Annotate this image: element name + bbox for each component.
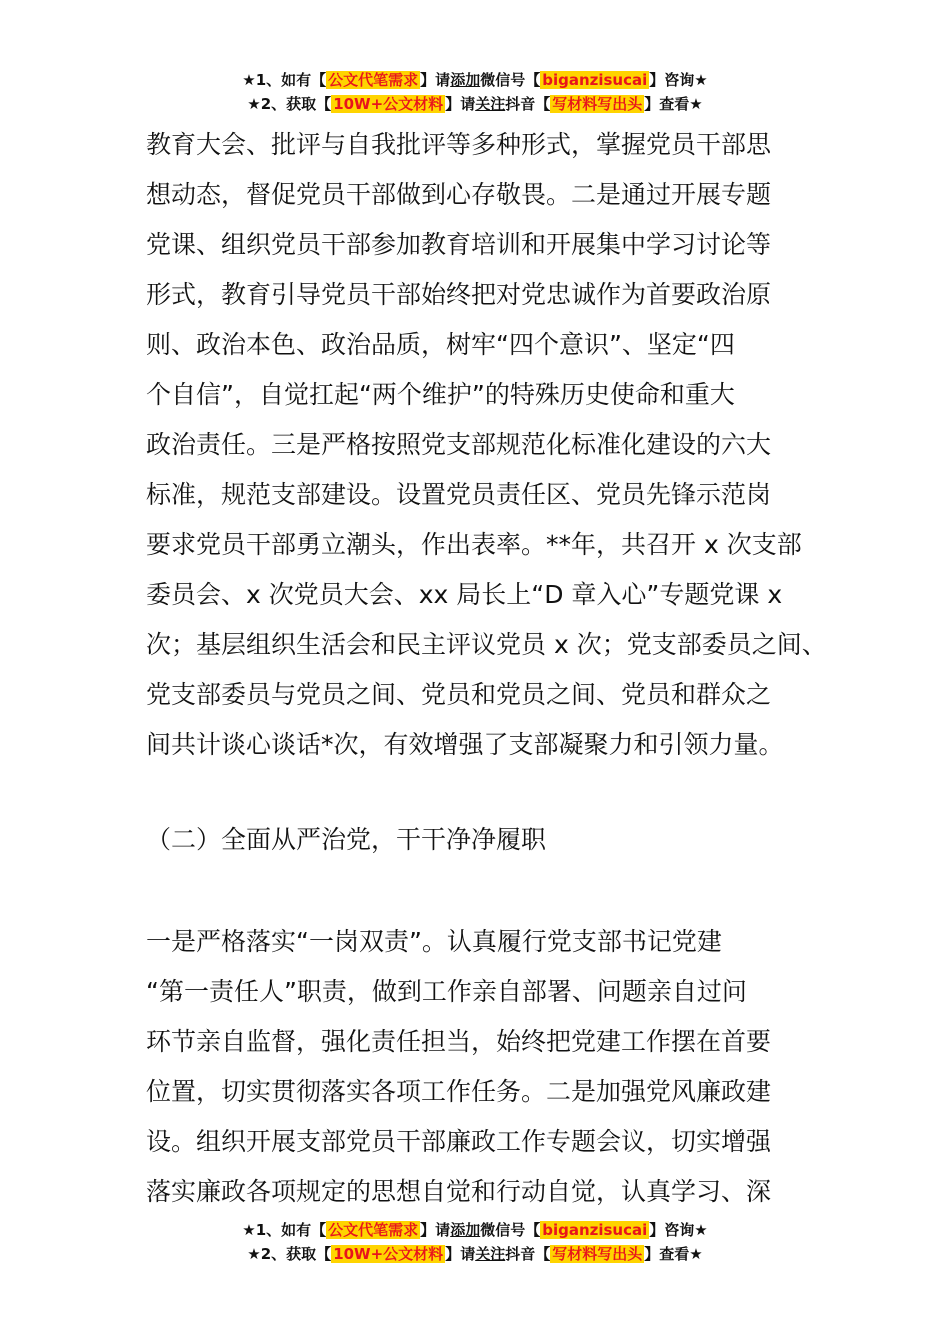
footer-promo <box>0 1218 950 1266</box>
text-line: 一是严格落实“一岗双责”。认真履行党支部书记党建 <box>146 927 722 956</box>
promo-text: ★1、如有【 <box>242 71 327 89</box>
text-line: “第一责任人”职责，做到工作亲自部署、问题亲自过问 <box>146 977 747 1006</box>
promo-text: ★1、如有【 <box>242 1221 327 1239</box>
promo-text: 】请 <box>445 95 476 113</box>
promo-text: 】咨询★ <box>649 1221 708 1239</box>
text-line: 次；基层组织生活会和民主评议党员 x 次；党支部委员之间、 <box>146 630 827 659</box>
text-line: 落实廉政各项规定的思想自觉和行动自觉，认真学习、深 <box>146 1177 772 1206</box>
promo-wechat-id: biganzisucai <box>542 1221 648 1239</box>
text-line: 委员会、x 次党员大会、xx 局长上“D 章入心”专题党课 x <box>146 580 783 609</box>
promo-text: 】查看★ <box>644 1245 703 1263</box>
promo-underlined: 关注 <box>475 1245 506 1263</box>
promo-highlight: 10W+公文材料 <box>333 1245 444 1263</box>
text-line: 标准，规范支部建设。设置党员责任区、党员先锋示范岗 <box>146 480 772 509</box>
promo-highlight: 公文代笔需求 <box>328 71 419 89</box>
promo-line-2 <box>0 92 950 116</box>
promo-text: 抖音【 <box>505 95 551 113</box>
promo-text: 】请 <box>420 1221 451 1239</box>
text-line: 党支部委员与党员之间、党员和党员之间、党员和群众之 <box>146 680 772 709</box>
promo-text: 】请 <box>445 1245 476 1263</box>
text-line: 环节亲自监督，强化责任担当，始终把党建工作摆在首要 <box>146 1027 772 1056</box>
promo-text: ★2、获取【 <box>247 1245 332 1263</box>
promo-text: 】查看★ <box>644 95 703 113</box>
section-heading: （二）全面从严治党，干干净净履职 <box>146 825 547 854</box>
promo-line-2 <box>0 1242 950 1266</box>
promo-line-1 <box>0 68 950 92</box>
text-line: 想动态，督促党员干部做到心存敬畏。二是通过开展专题 <box>146 180 772 209</box>
promo-line-1 <box>0 1218 950 1242</box>
promo-text: 微信号【 <box>480 1221 541 1239</box>
text-line: 个自信”，自觉扛起“两个维护”的特殊历史使命和重大 <box>146 380 735 409</box>
text-line: 形式，教育引导党员干部始终把对党忠诚作为首要政治原 <box>146 280 772 309</box>
promo-douyin-id: 写材料写出头 <box>552 1245 643 1263</box>
promo-text: 】咨询★ <box>649 71 708 89</box>
promo-underlined: 添加 <box>450 1221 481 1239</box>
promo-text: 】请 <box>420 71 451 89</box>
text-line: 要求党员干部勇立潮头，作出表率。**年，共召开 x 次支部 <box>146 530 802 559</box>
promo-text: 微信号【 <box>480 71 541 89</box>
promo-highlight: 10W+公文材料 <box>333 95 444 113</box>
promo-underlined: 关注 <box>475 95 506 113</box>
header-promo <box>0 68 950 116</box>
promo-douyin-id: 写材料写出头 <box>552 95 643 113</box>
promo-underlined: 添加 <box>450 71 481 89</box>
text-line: 政治责任。三是严格按照党支部规范化标准化建设的六大 <box>146 430 772 459</box>
promo-text: 抖音【 <box>505 1245 551 1263</box>
promo-text: ★2、获取【 <box>247 95 332 113</box>
text-line: 间共计谈心谈话*次，有效增强了支部凝聚力和引领力量。 <box>146 730 784 759</box>
promo-wechat-id: biganzisucai <box>542 71 648 89</box>
text-line: 设。组织开展支部党员干部廉政工作专题会议，切实增强 <box>146 1127 772 1156</box>
text-line: 位置，切实贯彻落实各项工作任务。二是加强党风廉政建 <box>146 1077 772 1106</box>
text-line: 教育大会、批评与自我批评等多种形式，掌握党员干部思 <box>146 130 772 159</box>
text-line: 党课、组织党员干部参加教育培训和开展集中学习讨论等 <box>146 230 772 259</box>
paragraph-2 <box>146 917 826 1217</box>
text-line: 则、政治本色、政治品质，树牢“四个意识”、坚定“四 <box>146 330 735 359</box>
paragraph-1 <box>146 120 826 770</box>
promo-highlight: 公文代笔需求 <box>328 1221 419 1239</box>
